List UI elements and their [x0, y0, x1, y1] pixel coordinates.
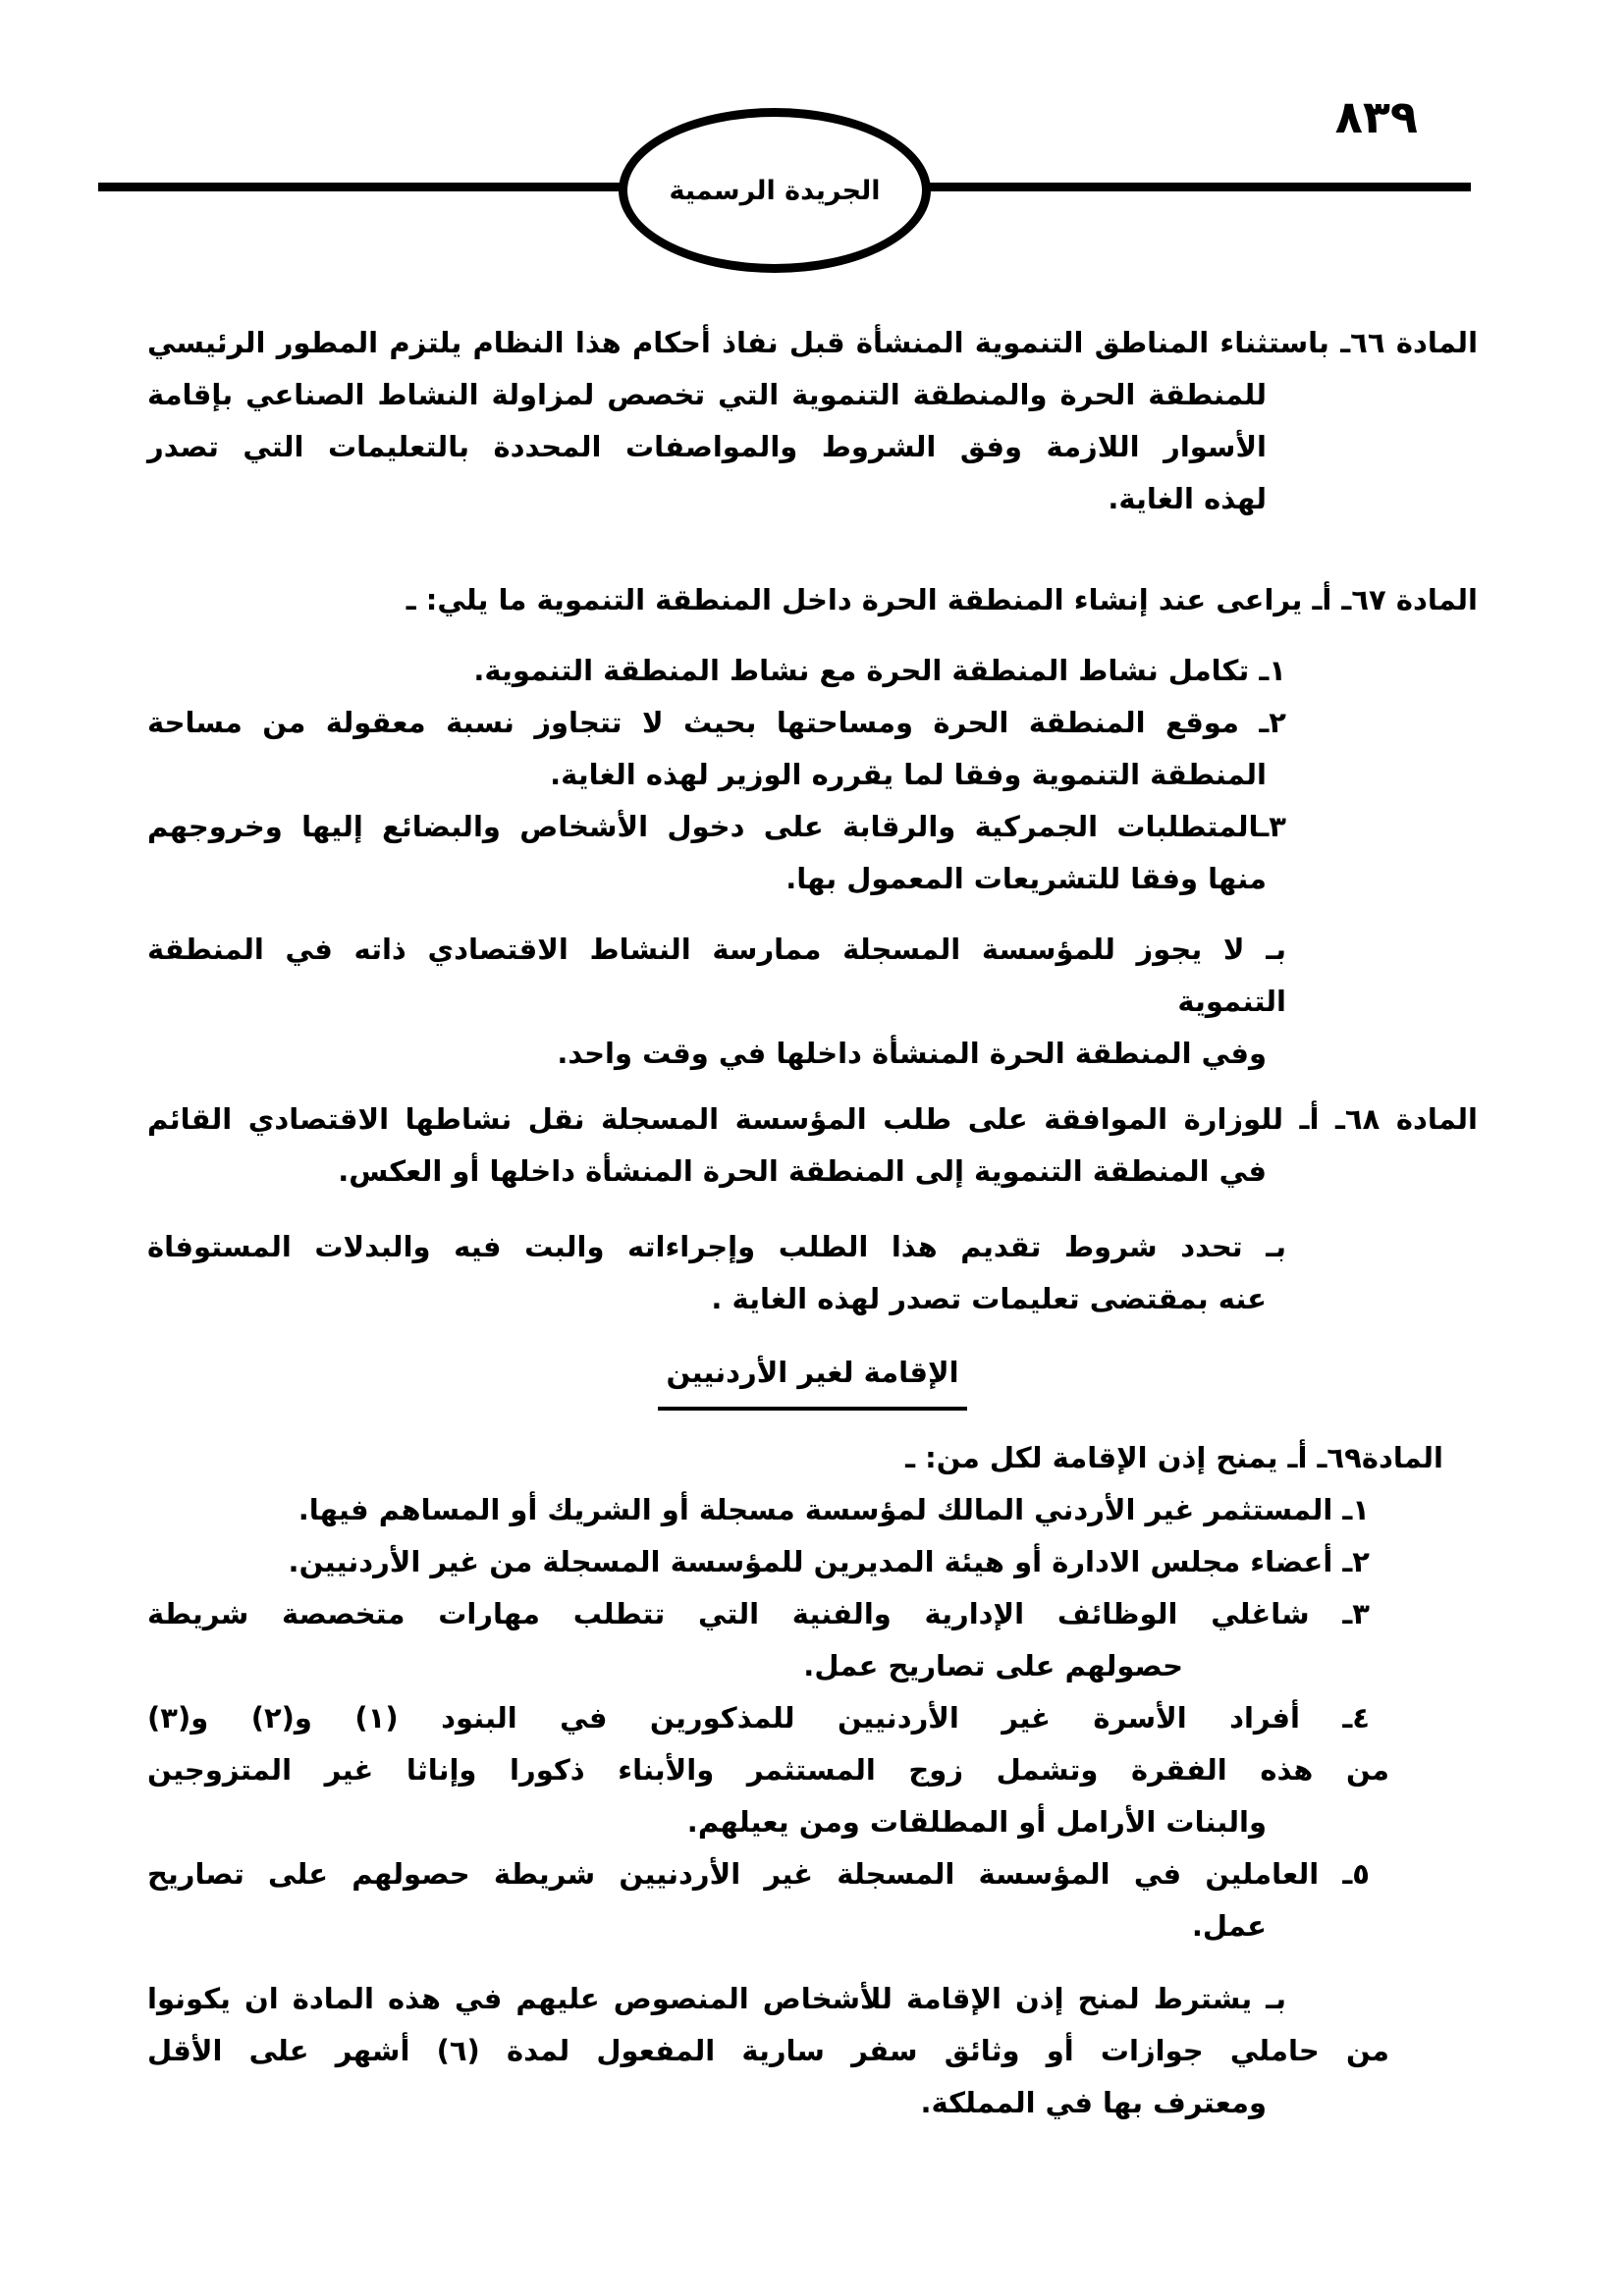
article-66-line-4: لهذه الغاية. — [1108, 482, 1267, 515]
gazette-title: الجريدة الرسمية — [669, 175, 881, 206]
article-66-line-1: المادة ٦٦ـ باستثناء المناطق التنموية المنشأة قبل نفاذ أحكام هذا النظام يلتزم المطور الرئيسي — [147, 326, 1479, 359]
article-69-item-5: ٥ـ العاملين في المؤسسة المسجلة غير الأردنيين شريطة حصولهم على تصاريح — [147, 1857, 1370, 1891]
article-68-clause-b-cont: عنه بمقتضى تعليمات تصدر لهذه الغاية . — [711, 1282, 1267, 1315]
article-67-item-3-cont: منها وفقا للتشريعات المعمول بها. — [785, 862, 1267, 895]
article-69-clause-b-cont-1: من حاملي جوازات أو وثائق سفر سارية المفعول لمدة (٦) أشهر على الأقل — [147, 2034, 1389, 2067]
article-67-item-3: ٣ـالمتطلبات الجمركية والرقابة على دخول الأشخاص والبضائع إليها وخروجهم — [147, 810, 1286, 843]
article-68-clause-a: المادة ٦٨ـ أـ للوزارة الموافقة على طلب المؤسسة المسجلة نقل نشاطها الاقتصادي القائم — [147, 1102, 1478, 1136]
section-heading-text: الإقامة لغير الأردنيين — [658, 1347, 966, 1411]
masthead-oval — [619, 108, 931, 273]
article-68-clause-a-cont: في المنطقة التنموية إلى المنطقة الحرة المنشأة داخلها أو العكس. — [338, 1154, 1267, 1188]
page-number: ٨٣٩ — [1334, 90, 1418, 143]
article-67-header: المادة ٦٧ـ أـ يراعى عند إنشاء المنطقة الحرة داخل المنطقة التنموية ما يلي: ـ — [406, 583, 1478, 616]
article-69-clause-b: بـ يشترط لمنح إذن الإقامة للأشخاص المنصوص عليهم في هذه المادة ان يكونوا — [147, 1982, 1286, 2015]
article-66-line-2: للمنطقة الحرة والمنطقة التنموية التي تخصص لمزاولة النشاط الصناعي بإقامة — [147, 378, 1267, 411]
article-69-item-4-cont-1: من هذه الفقرة وتشمل زوج المستثمر والأبناء ذكورا وإناثا غير المتزوجين — [147, 1753, 1389, 1787]
article-67-item-2: ٢ـ موقع المنطقة الحرة ومساحتها بحيث لا تتجاوز نسبة معقولة من مساحة — [147, 706, 1286, 739]
article-69-item-5-cont: عمل. — [1191, 1909, 1267, 1943]
article-69-item-4: ٤ـ أفراد الأسرة غير الأردنيين للمذكورين في البنود (١) و(٢) و(٣) — [147, 1701, 1370, 1735]
article-67-clause-b-cont: وفي المنطقة الحرة المنشأة داخلها في وقت واحد. — [557, 1037, 1267, 1070]
article-69-header: المادة٦٩ـ أـ يمنح إذن الإقامة لكل من: ـ — [905, 1441, 1443, 1474]
article-69-item-2: ٢ـ أعضاء مجلس الادارة أو هيئة المديرين للمؤسسة المسجلة من غير الأردنيين. — [288, 1545, 1370, 1578]
article-67-item-2-cont: المنطقة التنموية وفقا لما يقرره الوزير لهذه الغاية. — [550, 758, 1267, 791]
article-67-clause-b: بـ لا يجوز للمؤسسة المسجلة ممارسة النشاط الاقتصادي ذاته في المنطقة التنموية — [147, 933, 1286, 1018]
article-68-clause-b: بـ تحدد شروط تقديم هذا الطلب وإجراءاته والبت فيه والبدلات المستوفاة — [147, 1230, 1286, 1263]
article-69-clause-b-cont-2: ومعترف بها في المملكة. — [920, 2086, 1267, 2119]
section-heading-residence — [147, 1347, 1478, 1411]
article-69-item-4-cont-2: والبنات الأرامل أو المطلقات ومن يعيلهم. — [686, 1805, 1267, 1839]
article-69-item-1: ١ـ المستثمر غير الأردني المالك لمؤسسة مسجلة أو الشريك أو المساهم فيها. — [298, 1493, 1370, 1526]
article-69-item-3: ٣ـ شاغلي الوظائف الإدارية والفنية التي تتطلب مهارات متخصصة شريطة — [147, 1597, 1370, 1630]
article-67-item-1: ١ـ تكامل نشاط المنطقة الحرة مع نشاط المنطقة التنموية. — [473, 654, 1286, 687]
article-66-line-3: الأسوار اللازمة وفق الشروط والمواصفات المحددة بالتعليمات التي تصدر — [147, 430, 1267, 463]
article-69-item-3-cont: حصولهم على تصاريح عمل. — [803, 1649, 1183, 1682]
